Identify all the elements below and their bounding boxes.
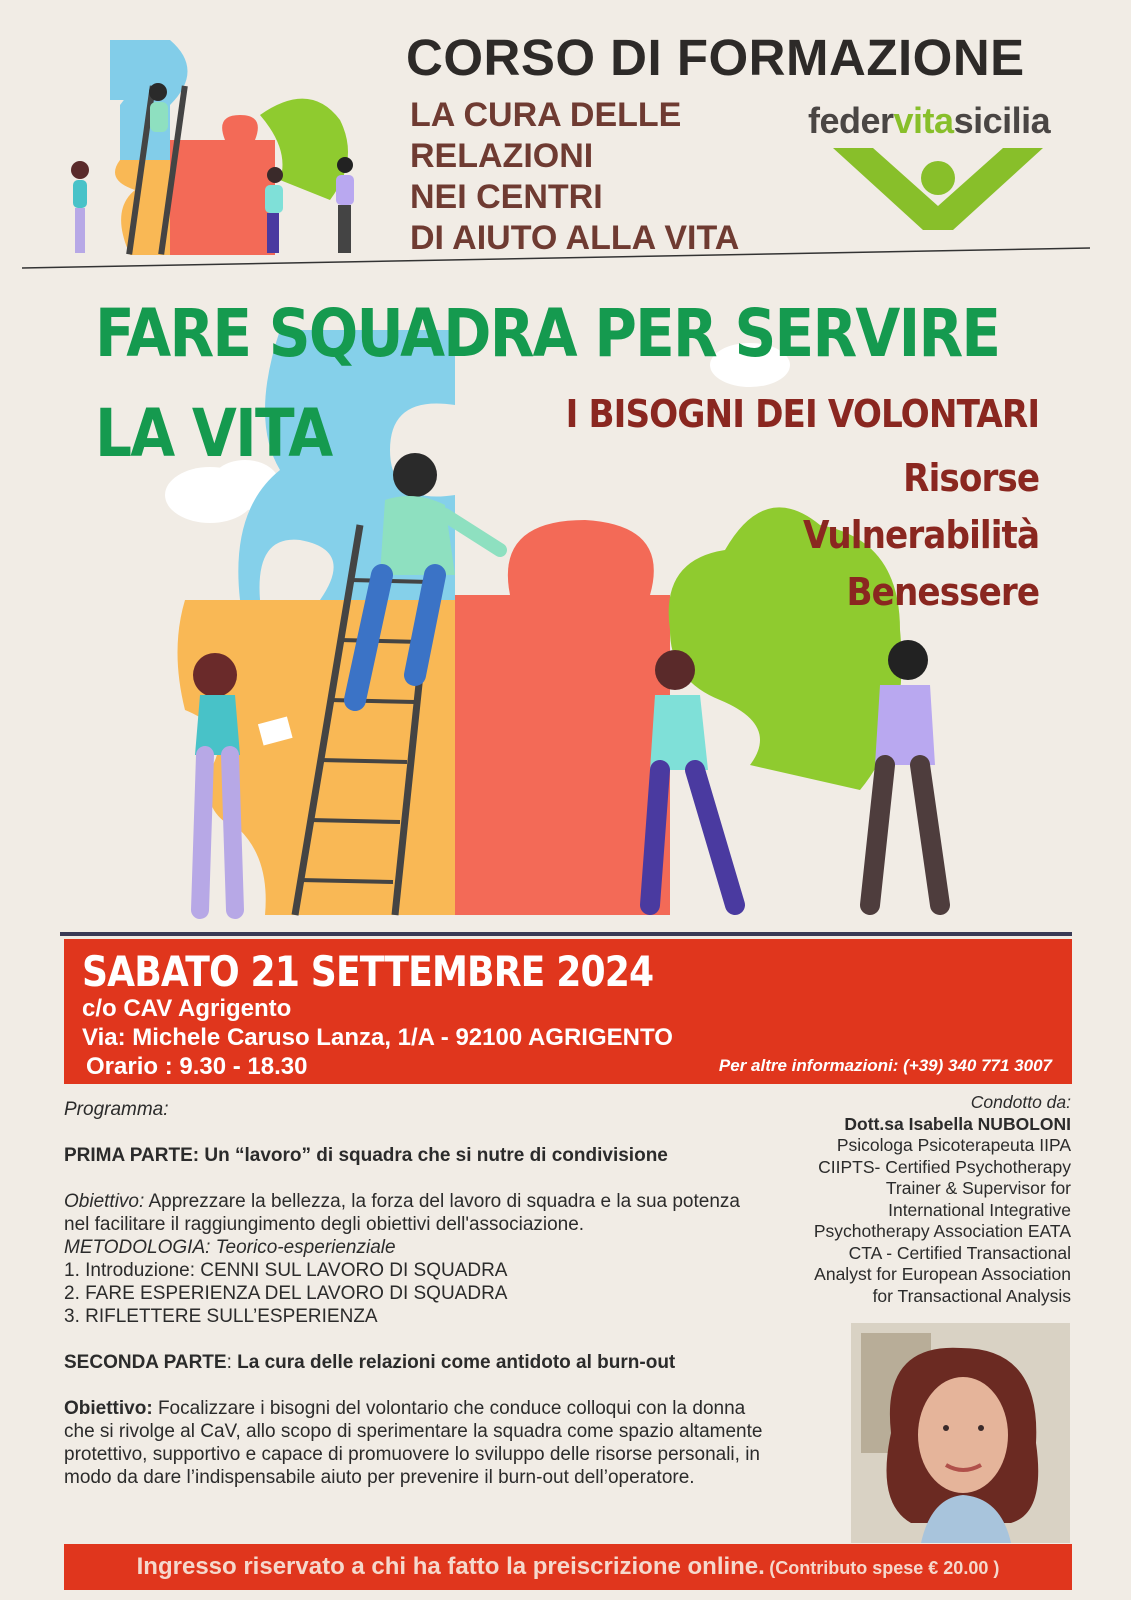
part1-step: 2. FARE ESPERIENZA DEL LAVORO DI SQUADRA [64,1283,508,1304]
needs-item: Benessere [846,570,1039,614]
program-section [64,1098,764,1489]
course-subtitle-line: NEI CENTRI [410,178,603,216]
header-puzzle-illustration [40,30,380,270]
needs-heading: I BISOGNI DEI VOLONTARI [565,392,1039,436]
event-address: Via: Michele Caruso Lanza, 1/A - 92100 AGRIGENTO [82,1024,673,1051]
conductor-credential: Analyst for European Association [814,1264,1071,1284]
part1-step: 3. RIFLETTERE SULL’ESPERIENZA [64,1306,378,1327]
needs-item: Vulnerabilità [802,513,1039,557]
main-title-line: FARE SQUADRA PER SERVIRE [95,295,1000,372]
event-date: SABATO 21 SETTEMBRE 2024 [82,947,654,996]
conductor-credential: International Integrative [888,1199,1071,1220]
program-label: Programma: [64,1099,169,1120]
conductor-credential: CTA - Certified Transactional [848,1242,1071,1263]
event-contact-info: Per altre informazioni: (+39) 340 771 3007 [718,1056,1052,1075]
part1-heading [64,1144,764,1167]
event-banner [64,939,1072,1084]
portrait-image [851,1323,1070,1543]
part2-heading: SECONDA PARTE: La cura delle relazioni come antidoto al burn-out [64,1352,676,1373]
part2-objective-text: Focalizzare i bisogni del volontario che conduce colloqui con la donna che si rivolge al CaV, allo scopo di sperimentare la squadra come spazio altamente protettivo, supportivo e capace di promuovere lo sviluppo delle risorse personali, in modo da dare l’indispensabile aiuto per prevenire il burn-out dell’operatore. [64,1398,763,1488]
part1-objective [64,1190,764,1236]
part2-objective-label: Obiettivo: [64,1398,153,1419]
conductor-credential: for Transactional Analysis [872,1285,1071,1306]
logo-part-feder: feder [808,100,894,141]
conductor-info [751,1092,1071,1307]
part1-label: PRIMA PARTE: [64,1145,200,1166]
ground-line [60,932,1072,936]
course-title: CORSO DI FORMAZIONE [406,29,1025,86]
part2-title: La cura delle relazioni come antidoto al burn-out [237,1352,676,1373]
volunteer-needs [513,392,1039,621]
course-subtitle-line: DI AIUTO ALLA VITA [410,219,740,257]
event-place: c/o CAV Agrigento [82,995,292,1022]
conductor-label: Condotto da: [970,1092,1071,1112]
footer-main-text: Ingresso riservato a chi ha fatto la preiscrizione online. [136,1553,765,1580]
course-subtitle-line: LA CURA DELLE [410,96,682,134]
federvita-logo [808,100,1078,230]
course-subtitle-line: RELAZIONI [410,137,594,175]
course-subtitle [410,95,739,259]
conductor-name: Dott.sa Isabella NUBOLONI [844,1113,1071,1134]
needs-item: Risorse [902,456,1039,500]
part1-objective-label: Obiettivo: [64,1191,145,1212]
conductor-credential: Psicologa Psicoterapeuta IIPA [836,1135,1071,1155]
part1-step: 1. Introduzione: CENNI SUL LAVORO DI SQUADRA [64,1260,508,1281]
event-hours: Orario : 9.30 - 18.30 [86,1053,308,1080]
part1-title: Un “lavoro” di squadra che si nutre di condivisione [204,1145,668,1166]
part1-objective-text: Apprezzare la bellezza, la forza del lavoro di squadra e la sua potenza nel facilitare il raggiungimento degli obiettivi dell'associazione. [64,1191,740,1235]
logo-part-vita: vita [893,100,954,141]
part2-label: SECONDA PARTE [64,1352,227,1373]
conductor-credential: Trainer & Supervisor for [885,1178,1071,1198]
logo-wordmark [808,100,1078,142]
registration-footer [64,1544,1072,1590]
logo-v-emblem-icon [833,144,1043,234]
conductor-credential: CIIPTS- Certified Psychotherapy [818,1156,1071,1177]
footer-fee-note: (Contributo spese € 20.00 ) [769,1558,1000,1578]
conductor-credential: Psychotherapy Association EATA [813,1221,1071,1241]
part2-objective [64,1397,764,1489]
header-divider [22,246,1090,270]
conductor-photo [851,1323,1070,1543]
logo-part-sicilia: sicilia [953,100,1051,141]
main-title-line: LA VITA [95,395,332,472]
part1-method: METODOLOGIA: Teorico-esperienziale [64,1237,396,1258]
